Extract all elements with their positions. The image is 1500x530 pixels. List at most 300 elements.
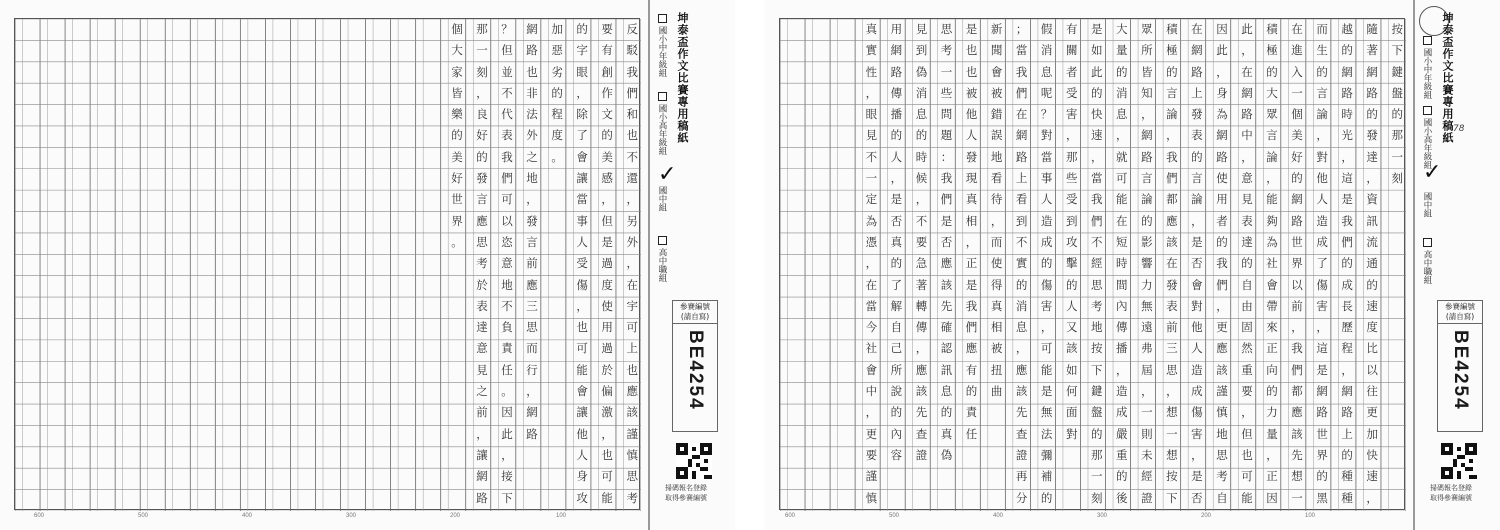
essay-character: 資 [1366, 192, 1378, 207]
essay-character: 經 [1090, 256, 1103, 271]
essay-character: 自 [1216, 490, 1228, 505]
essay-character: 言 [1166, 85, 1178, 100]
essay-character: 當 [576, 192, 588, 207]
essay-character: 也 [965, 43, 978, 58]
essay-character: 可 [1040, 341, 1053, 356]
essay-character: 力 [1266, 405, 1278, 420]
essay-character: 網 [1341, 384, 1353, 399]
essay-character: 但 [1241, 426, 1253, 441]
essay-column [1063, 19, 1081, 445]
essay-character: 網 [526, 22, 538, 36]
option-label: 高中職組 [657, 248, 667, 282]
essay-character: 該 [626, 405, 638, 420]
essay-character: 不 [865, 149, 878, 164]
essay-character: 說 [890, 384, 903, 399]
essay-character: ， [601, 426, 613, 441]
essay-character: 積 [1166, 22, 1178, 36]
essay-character: 見 [865, 128, 878, 143]
essay-character: 的 [1216, 234, 1228, 249]
essay-character: 路 [890, 64, 903, 79]
essay-character: 更 [1216, 320, 1228, 335]
essay-character: 那 [476, 22, 488, 36]
essay-character: 界 [1316, 447, 1328, 462]
essay-character: 的 [1116, 469, 1128, 484]
essay-character: 著 [915, 277, 928, 292]
essay-character: 盤 [1090, 405, 1103, 420]
essay-character: 創 [601, 64, 613, 79]
essay-character: 好 [451, 171, 463, 186]
essay-character: 消 [915, 85, 928, 100]
essay-character: ， [1341, 149, 1353, 164]
scale-label: 600 [785, 513, 796, 519]
essay-character: 一 [940, 64, 953, 79]
scale-label: 200 [1201, 513, 1212, 519]
checkbox-icon[interactable] [1423, 106, 1432, 115]
essay-character: 受 [1065, 192, 1078, 207]
essay-character: 下 [1166, 490, 1178, 505]
essay-character: 美 [451, 149, 463, 164]
essay-character: 論 [1141, 192, 1153, 207]
essay-character: 使 [990, 256, 1003, 271]
essay-character: 向 [1266, 362, 1278, 377]
essay-character: 種 [1341, 490, 1353, 505]
essay-character: 查 [915, 426, 928, 441]
qr-code-icon[interactable] [1441, 443, 1477, 479]
essay-character: 的 [1341, 43, 1353, 58]
essay-character: 網 [1366, 64, 1378, 79]
essay-character: 會 [865, 362, 878, 377]
essay-character: 能 [576, 362, 588, 377]
essay-character: 確 [940, 320, 953, 335]
essay-character: 有 [1065, 22, 1078, 36]
essay-column [1263, 19, 1281, 509]
essay-character: ， [1341, 362, 1353, 377]
essay-character: 先 [915, 405, 928, 420]
essay-character: 害 [1191, 426, 1203, 441]
essay-character: 樂 [451, 107, 463, 122]
essay-character: 該 [1291, 426, 1303, 441]
scale-label: 600 [34, 513, 45, 519]
essay-character: 用 [601, 320, 613, 335]
essay-character: 的 [601, 128, 613, 143]
essay-character: 害 [1065, 107, 1078, 122]
essay-character: 責 [501, 341, 513, 356]
essay-character: ， [1065, 128, 1078, 143]
essay-character: 先 [1291, 447, 1303, 462]
essay-character: 的 [576, 22, 588, 36]
essay-character: 查 [1015, 426, 1028, 441]
essay-character: 路 [1141, 149, 1153, 164]
essay-character: 路 [1191, 64, 1203, 79]
essay-character: 路 [1241, 107, 1253, 122]
essay-character: 息 [1116, 107, 1128, 122]
registration-label: 參賽編號 (請自寫) [673, 301, 717, 324]
essay-character: 當 [1090, 171, 1103, 186]
essay-character: 成 [1191, 384, 1203, 399]
essay-character: 該 [1216, 362, 1228, 377]
option-elementary-middle[interactable] [656, 14, 668, 77]
essay-character: 的 [1141, 213, 1153, 228]
essay-character: 達 [476, 320, 488, 335]
essay-character: 達 [1366, 149, 1378, 164]
essay-character: 的 [1341, 447, 1353, 462]
essay-character: 是 [965, 22, 978, 36]
essay-character: 重 [1116, 447, 1128, 462]
essay-character: 也 [965, 64, 978, 79]
essay-character: 對 [1040, 128, 1053, 143]
essay-character: 的 [1291, 171, 1303, 186]
essay-character: 們 [501, 171, 513, 186]
essay-character: 發 [1166, 277, 1178, 292]
essay-character: 社 [1266, 256, 1278, 271]
essay-character: 意 [1241, 171, 1253, 186]
essay-character: 事 [576, 213, 588, 228]
essay-character: 界 [1291, 256, 1303, 271]
option-junior-high[interactable] [1421, 192, 1433, 218]
essay-character: 比 [1366, 341, 1378, 356]
essay-character: ， [890, 171, 903, 186]
form-title: 坤泰盃作文比賽專用稿紙 [1441, 12, 1454, 144]
essay-character: ， [1366, 490, 1378, 505]
essay-character: 生 [1316, 43, 1328, 58]
essay-character: 也 [1241, 447, 1253, 462]
essay-character: 到 [1015, 213, 1028, 228]
essay-character: 想 [1291, 469, 1303, 484]
essay-character: ， [1291, 320, 1303, 335]
essay-character: 之 [476, 384, 488, 399]
essay-character: 法 [1040, 426, 1053, 441]
essay-character: 人 [576, 447, 588, 462]
essay-character: 以 [1291, 277, 1303, 292]
essay-character: 此 [1090, 64, 1103, 79]
essay-character: 越 [1341, 22, 1353, 36]
essay-character: 網 [1341, 64, 1353, 79]
essay-character: 不 [1015, 234, 1028, 249]
essay-character: 定 [865, 192, 878, 207]
essay-character: 見 [915, 22, 928, 36]
essay-character: 由 [1241, 298, 1253, 313]
essay-character: 路 [1316, 405, 1328, 420]
essay-character: 慎 [626, 447, 638, 462]
essay-character: 言 [476, 192, 488, 207]
option-elementary-middle[interactable] [1421, 36, 1433, 99]
essay-character: 弗 [1141, 341, 1153, 356]
scale-label: 100 [1305, 513, 1316, 519]
manuscript-grid [779, 18, 1405, 510]
essay-character: 偽 [915, 64, 928, 79]
essay-character: ， [1116, 128, 1128, 143]
essay-character: 的 [1090, 426, 1103, 441]
essay-character: 加 [1366, 426, 1378, 441]
essay-column [1113, 19, 1131, 509]
essay-character: 不 [626, 149, 638, 164]
essay-character: 都 [1166, 192, 1178, 207]
scale-label: 400 [242, 513, 253, 519]
essay-character: 也 [626, 128, 638, 143]
essay-character: 假 [1040, 22, 1053, 36]
essay-character: 應 [1216, 341, 1228, 356]
essay-character: 己 [890, 341, 903, 356]
essay-character: 更 [865, 426, 878, 441]
essay-character: 我 [1291, 341, 1303, 356]
form-sidebar [648, 0, 718, 530]
essay-character: 訊 [1366, 213, 1378, 228]
essay-character: 後 [1116, 490, 1128, 505]
essay-character: 些 [1065, 171, 1078, 186]
essay-character: 傷 [576, 277, 588, 292]
essay-character: 刻 [1391, 171, 1403, 186]
essay-character: 成 [1116, 405, 1128, 420]
essay-character: 在 [865, 277, 878, 292]
scale-label: 300 [1097, 513, 1108, 519]
essay-character: 所 [890, 362, 903, 377]
essay-character: 固 [1241, 320, 1253, 335]
essay-character: 思 [1166, 362, 1178, 377]
essay-character: 和 [626, 107, 638, 122]
essay-column [548, 19, 566, 168]
essay-character: 待 [990, 192, 1003, 207]
essay-character: 意 [501, 256, 513, 271]
essay-character: 得 [990, 277, 1003, 292]
essay-character: 否 [1191, 490, 1203, 505]
essay-character: 通 [1366, 256, 1378, 271]
option-elementary-upper[interactable] [656, 92, 668, 155]
essay-character: 個 [451, 22, 463, 36]
essay-character: 傳 [890, 85, 903, 100]
essay-character: 發 [965, 149, 978, 164]
essay-character: 間 [1116, 277, 1128, 292]
essay-character: 到 [915, 43, 928, 58]
essay-character: 可 [1241, 469, 1253, 484]
essay-character: 的 [890, 256, 903, 271]
essay-character: 造 [1316, 213, 1328, 228]
essay-character: 夠 [1266, 213, 1278, 228]
option-senior-high[interactable] [1421, 238, 1433, 284]
essay-character: 可 [501, 192, 513, 207]
essay-column [573, 19, 591, 509]
essay-character: 傷 [1191, 405, 1203, 420]
essay-character: 能 [1266, 192, 1278, 207]
essay-character: 彌 [1040, 447, 1053, 462]
essay-character: 地 [1216, 426, 1228, 441]
checkbox-icon[interactable] [1423, 36, 1432, 45]
essay-character: 思 [1090, 277, 1103, 292]
essay-character: 是 [890, 192, 903, 207]
essay-character: 造 [1191, 362, 1203, 377]
essay-character: 種 [1341, 469, 1353, 484]
essay-character: 網 [1291, 192, 1303, 207]
essay-character: 用 [1216, 192, 1228, 207]
essay-character: ， [626, 256, 638, 271]
checkbox-icon[interactable] [658, 14, 667, 23]
essay-character: 程 [551, 107, 563, 122]
essay-character: 發 [476, 171, 488, 186]
essay-character: 而 [1316, 22, 1328, 36]
essay-character: 好 [1291, 149, 1303, 164]
essay-character: 的 [1366, 107, 1378, 122]
essay-character: 個 [1291, 107, 1303, 122]
essay-character: 證 [1015, 447, 1028, 462]
essay-character: 嚴 [1116, 426, 1128, 441]
essay-column [1313, 19, 1331, 509]
essay-character: 自 [890, 320, 903, 335]
essay-character: 負 [501, 320, 513, 335]
essay-character: 世 [1316, 426, 1328, 441]
essay-character: 眼 [865, 107, 878, 122]
essay-character: 呢 [1040, 85, 1053, 100]
essay-character: 歷 [1341, 320, 1353, 335]
essay-character: 地 [501, 277, 513, 292]
essay-character: 傳 [1116, 320, 1128, 335]
essay-character: 實 [1015, 256, 1028, 271]
essay-character: 扭 [990, 362, 1003, 377]
essay-character: 受 [1065, 85, 1078, 100]
essay-character: ， [1241, 149, 1253, 164]
essay-character: 播 [1116, 341, 1128, 356]
essay-character: 消 [1116, 85, 1128, 100]
essay-character: 考 [476, 256, 488, 271]
essay-character: 息 [940, 384, 953, 399]
essay-character: 不 [501, 85, 513, 100]
essay-character: ， [1191, 213, 1203, 228]
essay-character: 的 [1191, 149, 1203, 164]
essay-character: 極 [1266, 43, 1278, 58]
essay-character: 實 [865, 43, 878, 58]
option-label: 國小中年級組 [1422, 48, 1432, 99]
essay-column [963, 19, 981, 445]
essay-character: 然 [1241, 341, 1253, 356]
essay-character: 路 [1216, 149, 1228, 164]
essay-character: 那 [1391, 128, 1403, 143]
essay-character: ， [915, 192, 928, 207]
option-label: 國小中年級組 [657, 26, 667, 77]
essay-column [598, 19, 616, 509]
essay-character: 刻 [1090, 490, 1103, 505]
essay-character: 惡 [551, 43, 563, 58]
essay-character: 上 [1015, 171, 1028, 186]
essay-character: 的 [1040, 256, 1053, 271]
essay-character: 為 [865, 213, 878, 228]
checkbox-icon[interactable] [658, 236, 667, 245]
essay-character: 網 [890, 43, 903, 58]
essay-character: 因 [501, 405, 513, 420]
checkbox-icon[interactable] [1423, 238, 1432, 247]
essay-character: 不 [1090, 234, 1103, 249]
scale-label: 500 [138, 513, 149, 519]
essay-character: 內 [1116, 298, 1128, 313]
essay-character: 鍵 [1391, 64, 1403, 79]
qr-caption: 掃碼報名登錄 取得參賽編號 [1430, 484, 1472, 502]
essay-character: 們 [940, 192, 953, 207]
essay-character: 被 [990, 85, 1003, 100]
essay-character: 解 [890, 298, 903, 313]
essay-character: 他 [1191, 320, 1203, 335]
essay-character: 下 [1090, 362, 1103, 377]
essay-character: 應 [1291, 405, 1303, 420]
essay-character: 可 [626, 320, 638, 335]
essay-character: 用 [890, 22, 903, 36]
essay-character: 積 [1266, 22, 1278, 36]
essay-character: 的 [1391, 107, 1403, 122]
essay-character: 行 [526, 362, 538, 377]
essay-character: 的 [1015, 277, 1028, 292]
essay-column [1338, 19, 1356, 509]
option-junior-high[interactable] [656, 186, 668, 212]
essay-character: 則 [1141, 426, 1153, 441]
essay-character: 真 [990, 298, 1003, 313]
essay-character: 來 [1266, 320, 1278, 335]
option-label: 國中組 [657, 186, 667, 212]
essay-character: 地 [1090, 320, 1103, 335]
essay-character: 應 [915, 362, 928, 377]
essay-character: 偏 [601, 384, 613, 399]
essay-character: 應 [526, 277, 538, 292]
essay-character: 相 [990, 320, 1003, 335]
essay-character: 此 [1216, 43, 1228, 58]
essay-character: 分 [1015, 490, 1028, 505]
manuscript-grid [14, 18, 640, 510]
checkbox-icon[interactable] [658, 92, 667, 101]
essay-character: 是 [601, 234, 613, 249]
essay-column [1013, 19, 1031, 509]
essay-character: 都 [1291, 384, 1303, 399]
essay-character: 流 [1366, 234, 1378, 249]
essay-character: 息 [1015, 320, 1028, 335]
essay-character: 面 [1065, 405, 1078, 420]
essay-character: 家 [451, 64, 463, 79]
essay-character: 對 [1065, 426, 1078, 441]
essay-character: ， [526, 384, 538, 399]
essay-character: 劣 [551, 64, 563, 79]
essay-character: 們 [1166, 171, 1178, 186]
essay-character: ， [626, 192, 638, 207]
essay-character: 證 [1141, 490, 1153, 505]
essay-character: 了 [890, 277, 903, 292]
essay-column [863, 19, 881, 509]
essay-character: 考 [1090, 298, 1103, 313]
essay-character: 一 [1391, 149, 1403, 164]
essay-character: 的 [965, 384, 978, 399]
option-senior-high[interactable] [656, 236, 668, 282]
essay-character: 聞 [990, 43, 1003, 58]
essay-character: 們 [1015, 85, 1028, 100]
essay-character: 事 [1040, 171, 1053, 186]
essay-character: 題 [940, 128, 953, 143]
essay-character: 。 [451, 234, 463, 249]
essay-character: 時 [1116, 256, 1128, 271]
essay-character: ， [601, 192, 613, 207]
essay-character: 者 [1065, 64, 1078, 79]
essay-character: 。 [501, 384, 513, 399]
essay-character: 謹 [626, 426, 638, 441]
essay-character: 該 [915, 384, 928, 399]
essay-character: 我 [626, 64, 638, 79]
essay-character: ， [1266, 447, 1278, 462]
essay-character: 可 [576, 341, 588, 356]
essay-character: 思 [626, 469, 638, 484]
essay-character: 駁 [626, 43, 638, 58]
essay-column [523, 19, 541, 445]
essay-character: 應 [965, 341, 978, 356]
essay-character: 應 [1166, 213, 1178, 228]
qr-code-icon[interactable] [676, 443, 712, 479]
essay-character: 意 [476, 341, 488, 356]
essay-character: 反 [626, 22, 638, 36]
essay-character: ： [940, 149, 953, 164]
essay-character: 的 [451, 128, 463, 143]
essay-character: 們 [626, 85, 638, 100]
essay-character: 的 [1316, 64, 1328, 79]
